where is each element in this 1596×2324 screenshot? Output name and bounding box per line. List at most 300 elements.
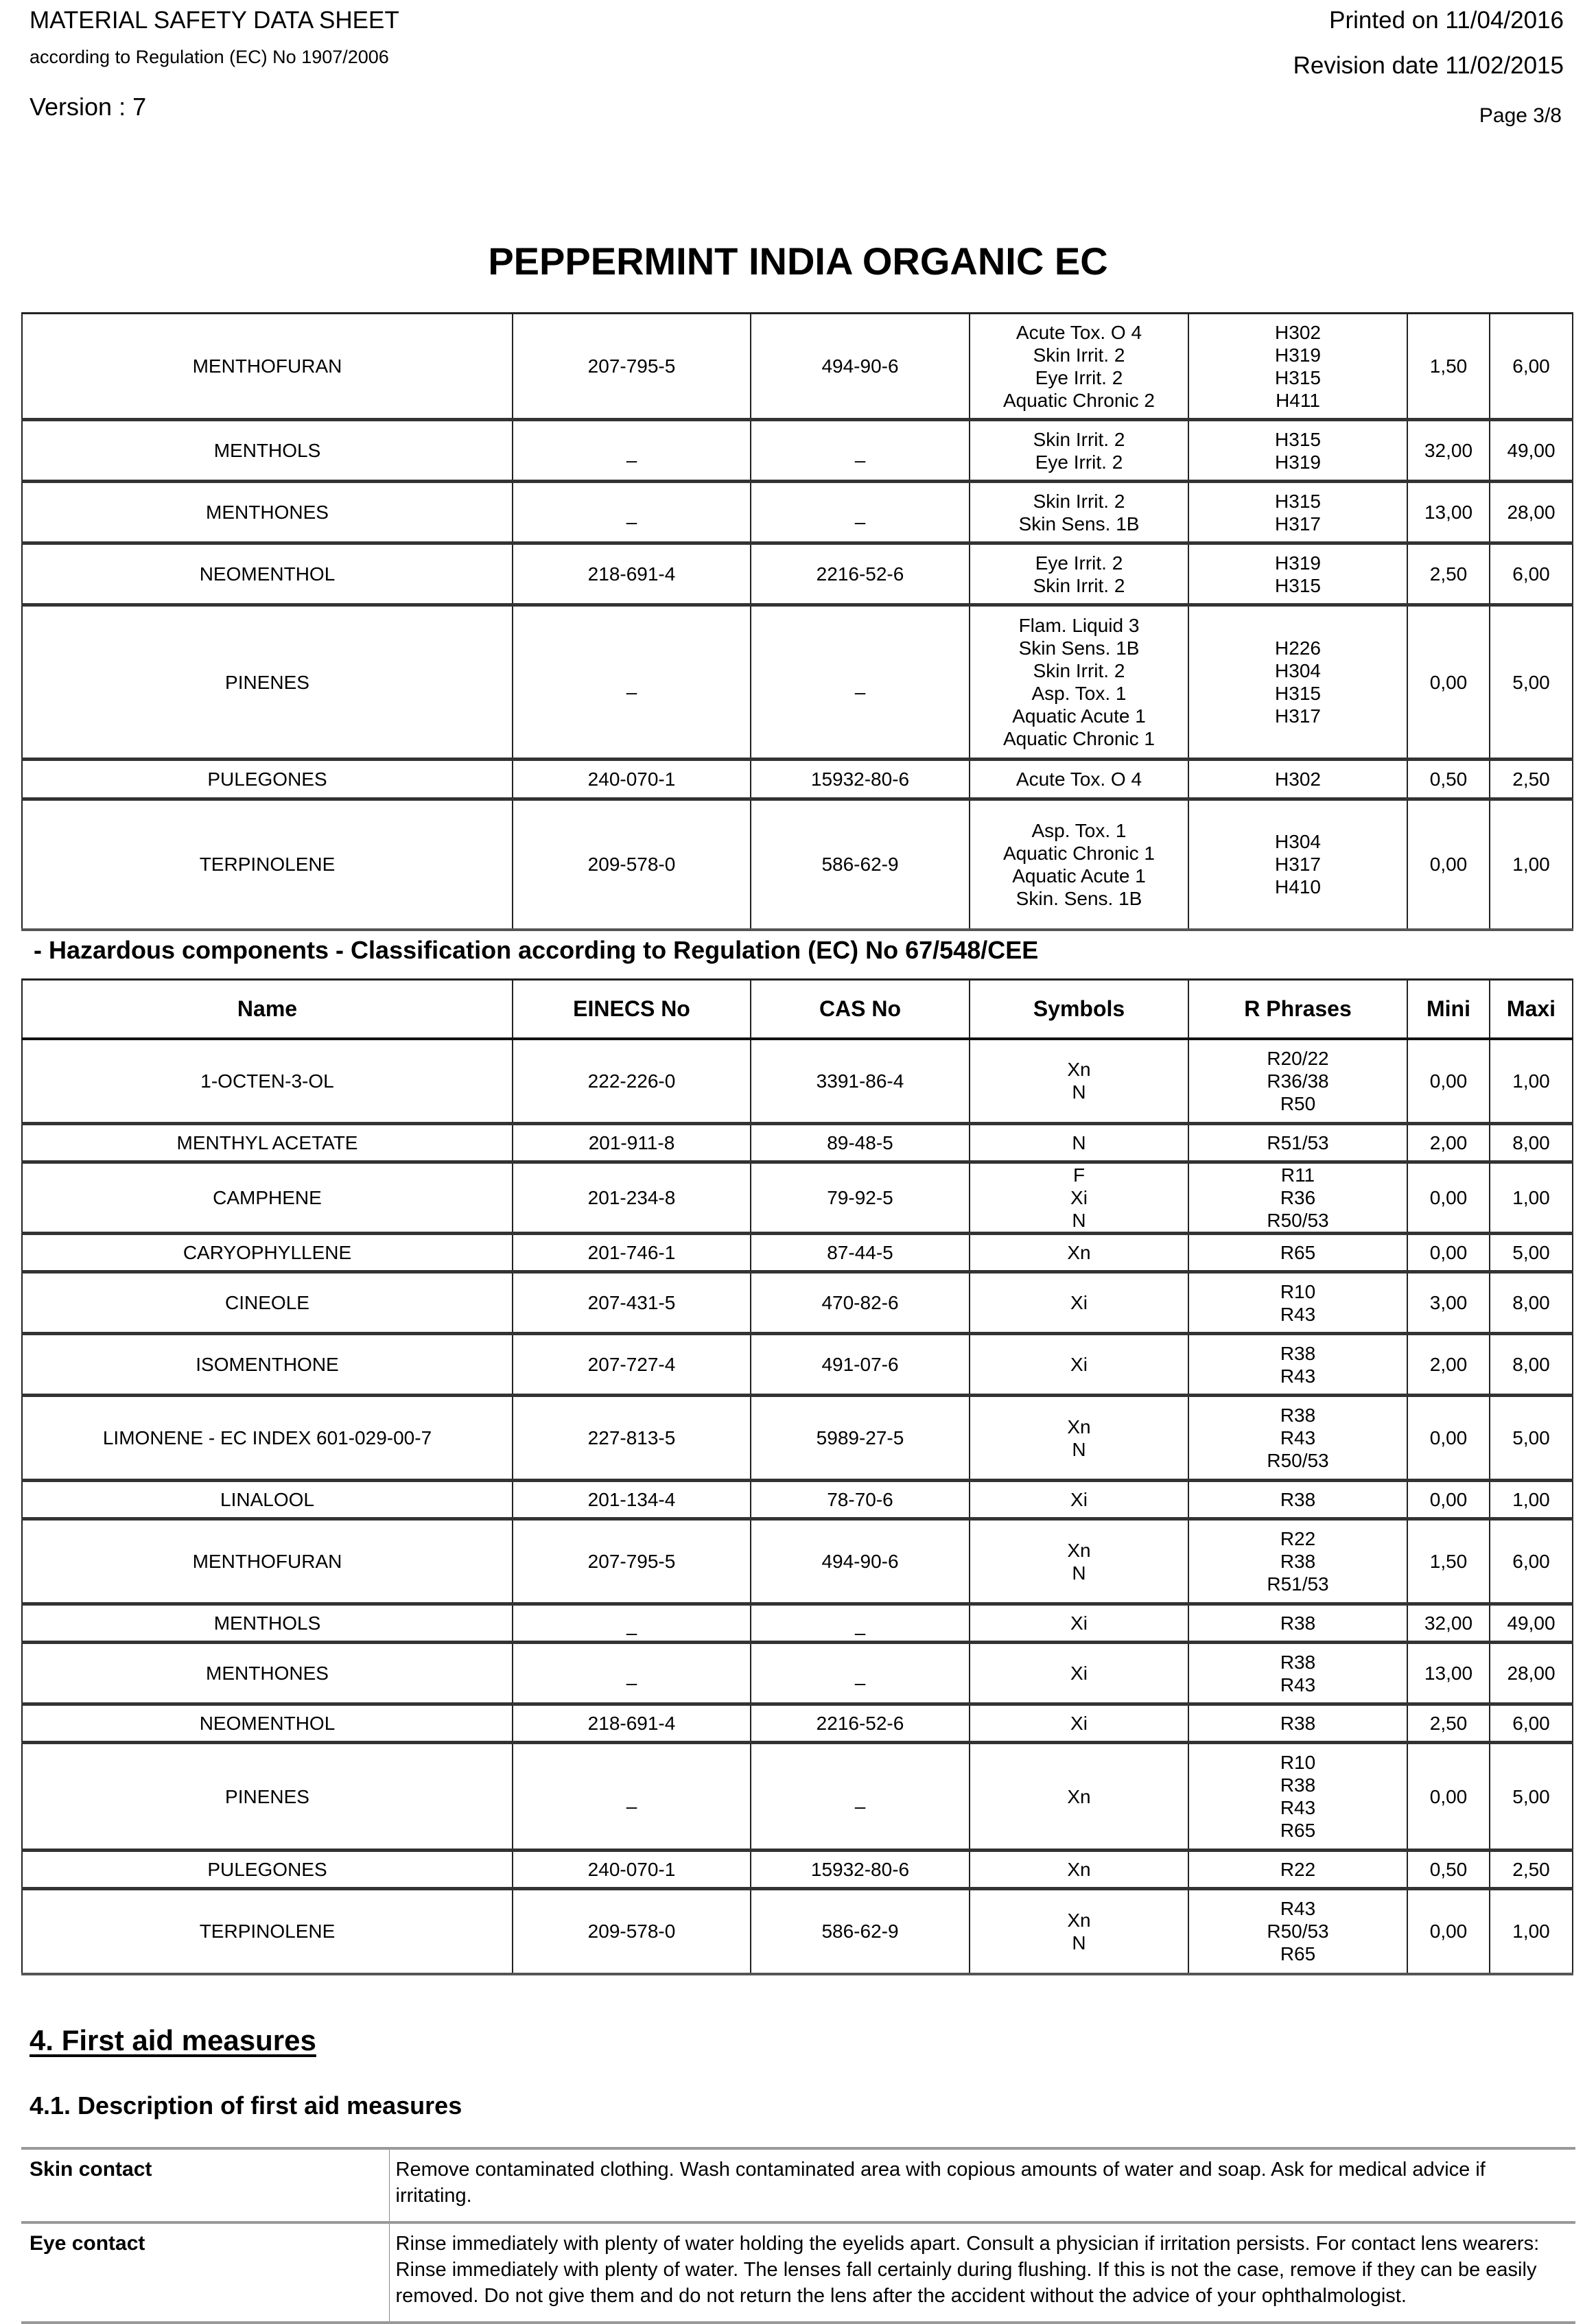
einecs-number-value: 240-070-1 [587, 768, 676, 790]
hazard-classes [970, 482, 1188, 543]
cas-number [751, 482, 970, 543]
mini-percent [1407, 1272, 1490, 1334]
column-header-rphrases: R Phrases [1188, 980, 1407, 1039]
hazard-symbols-line: Xi [1070, 1292, 1088, 1313]
hazard-classes-line: Skin Irrit. 2 [1033, 344, 1125, 366]
einecs-number [513, 1889, 751, 1974]
risk-phrases-line: R43 [1280, 1674, 1316, 1695]
mini-percent-value: 2,50 [1429, 563, 1468, 585]
einecs-number-value: – [626, 449, 637, 471]
table-row [22, 1643, 1573, 1704]
cas-number [751, 1481, 970, 1519]
component-name [22, 1481, 513, 1519]
component-name [22, 1704, 513, 1743]
risk-phrases-line: R38 [1280, 1405, 1316, 1426]
hazard-symbols [970, 1162, 1188, 1234]
einecs-number-value: 209-578-0 [587, 854, 676, 876]
ghs-components-table [21, 312, 1573, 931]
maxi-percent-value: 1,00 [1512, 854, 1550, 876]
hazard-statements-line: H315 [1275, 366, 1321, 388]
hazard-symbols [970, 1704, 1188, 1743]
maxi-percent [1490, 1604, 1573, 1643]
dsd-components-heading: - Hazardous components - Classification according to Regulation (EC) No 67/548/CEE [34, 936, 1039, 964]
mini-percent [1407, 314, 1490, 420]
section-first-aid-title: 4. First aid measures [30, 2024, 316, 2056]
component-name [22, 1124, 513, 1162]
mini-percent [1407, 1519, 1490, 1604]
maxi-percent-value: 6,00 [1512, 1551, 1550, 1572]
mini-percent-value: 1,50 [1429, 1551, 1468, 1572]
maxi-percent-value: 1,00 [1512, 1489, 1550, 1510]
version-label: Version : 7 [30, 93, 147, 121]
risk-phrases [1188, 1743, 1407, 1851]
column-header-mini: Mini [1407, 980, 1490, 1039]
hazard-statements [1188, 482, 1407, 543]
einecs-number [513, 799, 751, 930]
first-aid-table [21, 2147, 1575, 2324]
risk-phrases-line: R50/53 [1267, 1921, 1329, 1942]
component-name [22, 605, 513, 760]
component-name [22, 543, 513, 605]
cas-number [751, 799, 970, 930]
maxi-percent [1490, 1162, 1573, 1234]
mini-percent-value: 2,00 [1429, 1132, 1468, 1153]
hazard-classes [970, 799, 1188, 930]
mini-percent [1407, 1396, 1490, 1481]
mini-percent-value: 0,00 [1429, 1921, 1468, 1942]
mini-percent-value: 32,00 [1424, 1612, 1473, 1634]
regulation-note: according to Regulation (EC) No 1907/2006 [30, 47, 389, 67]
cas-number-value: – [854, 511, 866, 532]
hazard-statements-line: H411 [1276, 389, 1320, 411]
risk-phrases-line: R50/53 [1267, 1210, 1329, 1231]
hazard-classes-line: Eye Irrit. 2 [1035, 451, 1123, 473]
einecs-number-value: 218-691-4 [587, 563, 676, 585]
hazard-symbols [970, 1604, 1188, 1643]
document-title: MATERIAL SAFETY DATA SHEET [30, 7, 399, 34]
hazard-classes-line: Skin Irrit. 2 [1033, 574, 1125, 596]
maxi-percent [1490, 1039, 1573, 1124]
einecs-number-value: 207-795-5 [587, 355, 676, 377]
first-aid-row-eye [21, 2222, 1575, 2323]
hazard-classes-line: Aquatic Chronic 1 [1002, 842, 1155, 864]
einecs-number [513, 1643, 751, 1704]
risk-phrases-line: R43 [1280, 1365, 1316, 1387]
einecs-number [513, 1704, 751, 1743]
cas-number [751, 420, 970, 482]
hazard-statements-line: H317 [1275, 513, 1321, 535]
table-row [22, 1234, 1573, 1272]
component-name-value: NEOMENTHOL [199, 563, 336, 585]
hazard-symbols-line: Xi [1070, 1713, 1088, 1734]
cas-number-value: 491-07-6 [821, 1354, 899, 1375]
hazard-symbols [970, 1039, 1188, 1124]
mini-percent-value: 0,00 [1429, 1785, 1468, 1807]
component-name-value: CARYOPHYLLENE [183, 1242, 352, 1263]
hazard-classes-line: Asp. Tox. 1 [1031, 683, 1127, 704]
hazard-classes-line: Acute Tox. O 4 [1016, 321, 1142, 343]
risk-phrases-line: R38 [1280, 1489, 1316, 1510]
risk-phrases [1188, 1519, 1407, 1604]
einecs-number-value: 207-795-5 [587, 1551, 676, 1572]
revision-date: Revision date 11/02/2015 [1293, 52, 1564, 79]
cas-number [751, 1604, 970, 1643]
mini-percent-value: 2,50 [1429, 1713, 1468, 1734]
einecs-number [513, 1519, 751, 1604]
cas-number-value: – [854, 1795, 866, 1817]
cas-number-value: – [854, 681, 866, 703]
component-name-value: PINENES [225, 671, 309, 693]
einecs-number-value: – [626, 1672, 637, 1693]
mini-percent-value: 0,50 [1429, 1859, 1468, 1880]
component-name-value: MENTHONES [206, 502, 329, 523]
component-name [22, 1272, 513, 1334]
maxi-percent [1490, 760, 1573, 799]
first-aid-text: Remove contaminated clothing. Wash contaminated area with copious amounts of water and soap. Ask for medical advice if irritating. [389, 2148, 1575, 2222]
cas-number [751, 1851, 970, 1889]
risk-phrases [1188, 1234, 1407, 1272]
mini-percent [1407, 1234, 1490, 1272]
risk-phrases [1188, 1124, 1407, 1162]
dsd-components-table [21, 978, 1573, 1975]
risk-phrases [1188, 1396, 1407, 1481]
hazard-symbols-line: Xn [1067, 1539, 1091, 1561]
hazard-statements-line: H226 [1275, 637, 1321, 659]
hazard-symbols-line: Xn [1067, 1909, 1091, 1931]
cas-number-value: 87-44-5 [827, 1242, 893, 1263]
component-name-value: MENTHOLS [213, 440, 321, 461]
risk-phrases [1188, 1272, 1407, 1334]
hazard-symbols [970, 1334, 1188, 1396]
hazard-symbols-line: N [1072, 1081, 1086, 1103]
maxi-percent [1490, 1234, 1573, 1272]
cas-number-value: – [854, 449, 866, 471]
risk-phrases [1188, 1162, 1407, 1234]
risk-phrases-line: R51/53 [1267, 1573, 1329, 1595]
hazard-classes [970, 605, 1188, 760]
maxi-percent [1490, 1334, 1573, 1396]
product-title: PEPPERMINT INDIA ORGANIC EC [488, 239, 1108, 283]
cas-number-value: 2216-52-6 [816, 563, 904, 585]
risk-phrases-line: R36 [1280, 1187, 1316, 1208]
einecs-number [513, 1743, 751, 1851]
component-name [22, 1604, 513, 1643]
hazard-classes-line: Aquatic Acute 1 [1012, 865, 1146, 887]
hazard-classes-line: Aquatic Chronic 1 [1002, 728, 1155, 749]
einecs-number [513, 1124, 751, 1162]
column-header-maxi: Maxi [1490, 980, 1573, 1039]
component-name-value: NEOMENTHOL [199, 1713, 336, 1734]
hazard-symbols-line: Xn [1067, 1859, 1091, 1880]
cas-number [751, 314, 970, 420]
risk-phrases [1188, 1889, 1407, 1974]
hazard-symbols-line: Xi [1070, 1663, 1088, 1684]
subsection-first-aid-description: 4.1. Description of first aid measures [30, 2091, 462, 2120]
maxi-percent [1490, 1851, 1573, 1889]
hazard-symbols [970, 1124, 1188, 1162]
mini-percent [1407, 1124, 1490, 1162]
risk-phrases-line: R36/38 [1267, 1070, 1329, 1092]
component-name [22, 1162, 513, 1234]
hazard-statements-line: H315 [1275, 490, 1321, 512]
cas-number [751, 1396, 970, 1481]
cas-number [751, 1124, 970, 1162]
maxi-percent [1490, 605, 1573, 760]
maxi-percent-value: 2,50 [1512, 768, 1550, 790]
mini-percent-value: 13,00 [1424, 1663, 1473, 1684]
component-name-value: PULEGONES [207, 1859, 327, 1880]
component-name-value: LINALOOL [220, 1489, 314, 1510]
mini-percent-value: 0,00 [1429, 1070, 1468, 1092]
cas-number [751, 1334, 970, 1396]
cas-number [751, 1039, 970, 1124]
einecs-number [513, 1396, 751, 1481]
hazard-symbols-line: Xn [1067, 1059, 1091, 1081]
risk-phrases-line: R20/22 [1267, 1047, 1329, 1069]
component-name-value: MENTHONES [206, 1663, 329, 1684]
mini-percent-value: 0,00 [1429, 1242, 1468, 1263]
maxi-percent-value: 28,00 [1507, 1663, 1556, 1684]
risk-phrases-line: R38 [1280, 1612, 1316, 1634]
table-row [22, 760, 1573, 799]
maxi-percent [1490, 1481, 1573, 1519]
einecs-number [513, 543, 751, 605]
hazard-symbols-line: N [1072, 1438, 1086, 1460]
component-name [22, 1519, 513, 1604]
mini-percent [1407, 760, 1490, 799]
hazard-classes-line: Skin Sens. 1B [1018, 513, 1140, 535]
einecs-number-value: – [626, 1622, 637, 1643]
hazard-symbols [970, 1643, 1188, 1704]
hazard-symbols-line: N [1072, 1210, 1086, 1231]
mini-percent [1407, 799, 1490, 930]
component-name-value: PINENES [225, 1785, 309, 1807]
risk-phrases-line: R22 [1280, 1859, 1316, 1880]
risk-phrases-line: R11 [1280, 1164, 1315, 1186]
mini-percent [1407, 1643, 1490, 1704]
cas-number-value: 494-90-6 [821, 355, 899, 377]
component-name-value: CINEOLE [225, 1292, 309, 1313]
risk-phrases-line: R38 [1280, 1713, 1316, 1734]
cas-number [751, 1234, 970, 1272]
maxi-percent [1490, 1643, 1573, 1704]
table-row [22, 1162, 1573, 1234]
hazard-statements-line: H302 [1275, 321, 1321, 343]
component-name [22, 1643, 513, 1704]
maxi-percent-value: 1,00 [1512, 1921, 1550, 1942]
hazard-classes-line: Skin Irrit. 2 [1033, 490, 1125, 512]
maxi-percent-value: 5,00 [1512, 1427, 1550, 1448]
table-row [22, 1851, 1573, 1889]
cas-number [751, 1704, 970, 1743]
hazard-symbols [970, 1889, 1188, 1974]
hazard-classes-line: Aquatic Chronic 2 [1002, 389, 1155, 411]
table-row [22, 1124, 1573, 1162]
cas-number-value: 586-62-9 [821, 854, 899, 876]
einecs-number-value: – [626, 511, 637, 532]
cas-number-value: 79-92-5 [827, 1187, 893, 1208]
table-row [22, 420, 1573, 482]
risk-phrases-line: R10 [1280, 1752, 1316, 1773]
einecs-number [513, 605, 751, 760]
table-row [22, 1743, 1573, 1851]
mini-percent [1407, 1039, 1490, 1124]
component-name [22, 1234, 513, 1272]
table-row [22, 799, 1573, 930]
component-name-value: PULEGONES [207, 768, 327, 790]
einecs-number-value: 207-431-5 [587, 1292, 676, 1313]
table-row [22, 1039, 1573, 1124]
einecs-number [513, 314, 751, 420]
component-name-value: LIMONENE - EC INDEX 601-029-00-7 [102, 1427, 432, 1448]
hazard-classes-line: Eye Irrit. 2 [1035, 552, 1123, 574]
component-name [22, 314, 513, 420]
first-aid-label: Eye contact [30, 2232, 145, 2255]
risk-phrases-line: R65 [1280, 1242, 1316, 1263]
einecs-number [513, 1481, 751, 1519]
maxi-percent-value: 49,00 [1507, 440, 1556, 461]
risk-phrases [1188, 1481, 1407, 1519]
risk-phrases-line: R22 [1280, 1528, 1316, 1549]
cas-number-value: 15932-80-6 [810, 768, 910, 790]
hazard-symbols-line: N [1072, 1932, 1086, 1953]
risk-phrases-line: R65 [1280, 1820, 1316, 1841]
hazard-classes-line: Eye Irrit. 2 [1035, 366, 1123, 388]
component-name [22, 760, 513, 799]
risk-phrases [1188, 1643, 1407, 1704]
einecs-number-value: 218-691-4 [587, 1713, 676, 1734]
component-name [22, 799, 513, 930]
mini-percent [1407, 420, 1490, 482]
first-aid-text: Rinse immediately with plenty of water holding the eyelids apart. Consult a physician if irritation persists. For contact lens wearers: Rinse immediately with plenty of water. The lenses fall certainly during flushing. If this is not the case, remove if they can be easily removed. Do not give them and do not return the lens after the accident without the advice of your ophthalmologist. [389, 2222, 1575, 2323]
hazard-statements-line: H315 [1275, 683, 1321, 704]
hazard-symbols [970, 1272, 1188, 1334]
table-row [22, 605, 1573, 760]
hazard-classes [970, 760, 1188, 799]
einecs-number-value: 201-234-8 [587, 1187, 676, 1208]
einecs-number-value: 240-070-1 [587, 1859, 676, 1880]
cas-number [751, 1162, 970, 1234]
first-aid-label: Skin contact [30, 2158, 152, 2181]
column-header-cas: CAS No [751, 980, 970, 1039]
hazard-classes [970, 314, 1188, 420]
einecs-number [513, 1334, 751, 1396]
hazard-symbols [970, 1519, 1188, 1604]
hazard-classes-line: Skin Irrit. 2 [1033, 428, 1125, 450]
cas-number [751, 1743, 970, 1851]
cas-number-value: 494-90-6 [821, 1551, 899, 1572]
mini-percent [1407, 1334, 1490, 1396]
maxi-percent [1490, 1272, 1573, 1334]
table-row [22, 482, 1573, 543]
hazard-symbols-line: Xi [1070, 1612, 1088, 1634]
einecs-number-value: 209-578-0 [587, 1921, 676, 1942]
maxi-percent-value: 8,00 [1512, 1354, 1550, 1375]
maxi-percent [1490, 420, 1573, 482]
mini-percent-value: 0,00 [1429, 854, 1468, 876]
einecs-number-value: 201-911-8 [588, 1132, 675, 1153]
mini-percent [1407, 1704, 1490, 1743]
hazard-statements-line: H317 [1275, 854, 1321, 876]
maxi-percent [1490, 482, 1573, 543]
mini-percent [1407, 1604, 1490, 1643]
table-header-row [22, 980, 1573, 1039]
component-name-value: CAMPHENE [213, 1187, 322, 1208]
hazard-statements-line: H317 [1275, 705, 1321, 727]
risk-phrases-line: R50/53 [1267, 1450, 1329, 1471]
cas-number-value: 2216-52-6 [816, 1713, 904, 1734]
component-name [22, 1851, 513, 1889]
einecs-number [513, 1234, 751, 1272]
einecs-number [513, 1851, 751, 1889]
maxi-percent-value: 1,00 [1512, 1187, 1550, 1208]
hazard-symbols-line: F [1072, 1164, 1085, 1186]
hazard-symbols-line: Xi [1070, 1187, 1088, 1208]
mini-percent-value: 0,50 [1429, 768, 1468, 790]
einecs-number-value: 222-226-0 [587, 1070, 676, 1092]
maxi-percent [1490, 799, 1573, 930]
risk-phrases-line: R65 [1280, 1943, 1316, 1965]
mini-percent [1407, 1481, 1490, 1519]
einecs-number-value: 201-134-4 [587, 1489, 676, 1510]
risk-phrases-line: R38 [1280, 1342, 1316, 1364]
component-name [22, 1396, 513, 1481]
cas-number [751, 1643, 970, 1704]
hazard-classes-line: Flam. Liquid 3 [1018, 615, 1140, 636]
hazard-classes-line: Skin Irrit. 2 [1033, 660, 1125, 681]
risk-phrases-line: R43 [1280, 1898, 1316, 1920]
hazard-statements-line: H315 [1275, 428, 1321, 450]
column-header-einecs: EINECS No [513, 980, 751, 1039]
hazard-statements-line: H410 [1275, 876, 1321, 898]
hazard-classes-line: Asp. Tox. 1 [1031, 819, 1127, 841]
hazard-symbols-line: N [1072, 1562, 1086, 1584]
hazard-statements-line: H319 [1275, 451, 1321, 473]
einecs-number [513, 482, 751, 543]
component-name-value: TERPINOLENE [199, 854, 336, 876]
table-row [22, 1704, 1573, 1743]
hazard-statements [1188, 314, 1407, 420]
cas-number [751, 1272, 970, 1334]
risk-phrases [1188, 1604, 1407, 1643]
mini-percent [1407, 1743, 1490, 1851]
cas-number-value: 89-48-5 [827, 1132, 893, 1153]
hazard-symbols [970, 1851, 1188, 1889]
maxi-percent [1490, 1124, 1573, 1162]
mini-percent [1407, 482, 1490, 543]
hazard-classes-line: Skin Sens. 1B [1018, 637, 1140, 659]
table-row [22, 314, 1573, 420]
risk-phrases-line: R50 [1280, 1092, 1316, 1114]
maxi-percent-value: 5,00 [1512, 1785, 1550, 1807]
cas-number [751, 543, 970, 605]
einecs-number-value: – [626, 681, 637, 703]
einecs-number-value: 227-813-5 [587, 1427, 676, 1448]
mini-percent-value: 0,00 [1429, 1187, 1468, 1208]
table-row [22, 1519, 1573, 1604]
einecs-number [513, 1604, 751, 1643]
table-row [22, 1481, 1573, 1519]
maxi-percent-value: 28,00 [1507, 502, 1556, 523]
hazard-classes [970, 420, 1188, 482]
table-row [22, 1272, 1573, 1334]
mini-percent-value: 3,00 [1429, 1292, 1468, 1313]
cas-number [751, 1889, 970, 1974]
component-name-value: MENTHYL ACETATE [176, 1132, 358, 1153]
risk-phrases [1188, 1851, 1407, 1889]
hazard-statements [1188, 543, 1407, 605]
cas-number-value: 470-82-6 [821, 1292, 899, 1313]
